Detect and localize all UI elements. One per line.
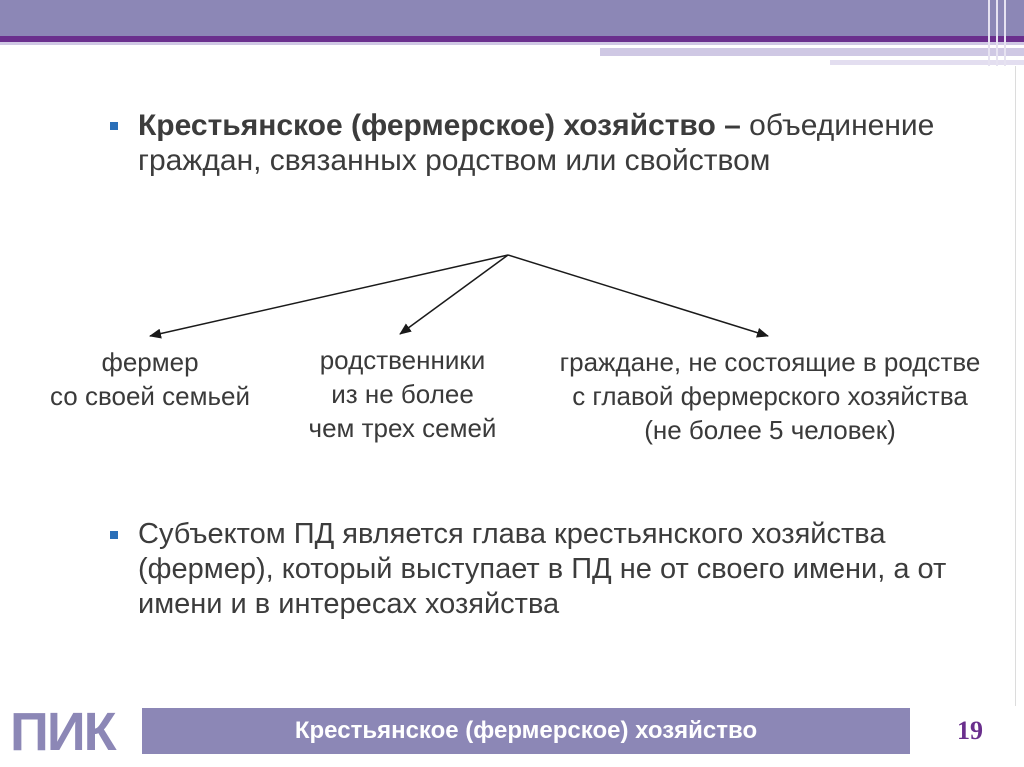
arrow-to-farmer xyxy=(150,255,508,336)
definition-term: Крестьянское (фермерское) хозяйство – xyxy=(138,109,750,142)
bullet-square-icon xyxy=(110,531,118,539)
pik-logo xyxy=(8,702,146,758)
node-line: граждане, не состоящие в родстве xyxy=(559,347,981,377)
node-line: со своей семьей xyxy=(49,381,251,411)
subject-bullet xyxy=(110,517,990,622)
logo-text: ПИК xyxy=(10,702,115,758)
footer-title: Крестьянское (фермерское) хозяйство xyxy=(294,717,758,744)
node-line: фермер xyxy=(101,347,199,377)
node-line: (не более 5 человек) xyxy=(644,415,896,445)
node-line: с главой фермерского хозяйства xyxy=(572,381,968,411)
diagram-node-citizens xyxy=(525,345,1015,447)
node-line: родственники xyxy=(319,345,486,375)
arrow-to-citizens xyxy=(508,255,768,336)
diagram-node-relatives xyxy=(290,343,515,445)
node-line: из не более xyxy=(331,379,474,409)
definition-body: объединение граждан, связанных родством или свойством xyxy=(138,109,935,177)
node-line: чем трех семей xyxy=(308,413,497,443)
subject-text: Субъектом ПД является глава крестьянского хозяйства (фермер), который выступает в ПД не от своего имени, а от имени и в интересах хозяйства xyxy=(138,518,947,620)
page-number: 19 xyxy=(957,716,983,745)
diagram-node-farmer xyxy=(30,345,270,413)
